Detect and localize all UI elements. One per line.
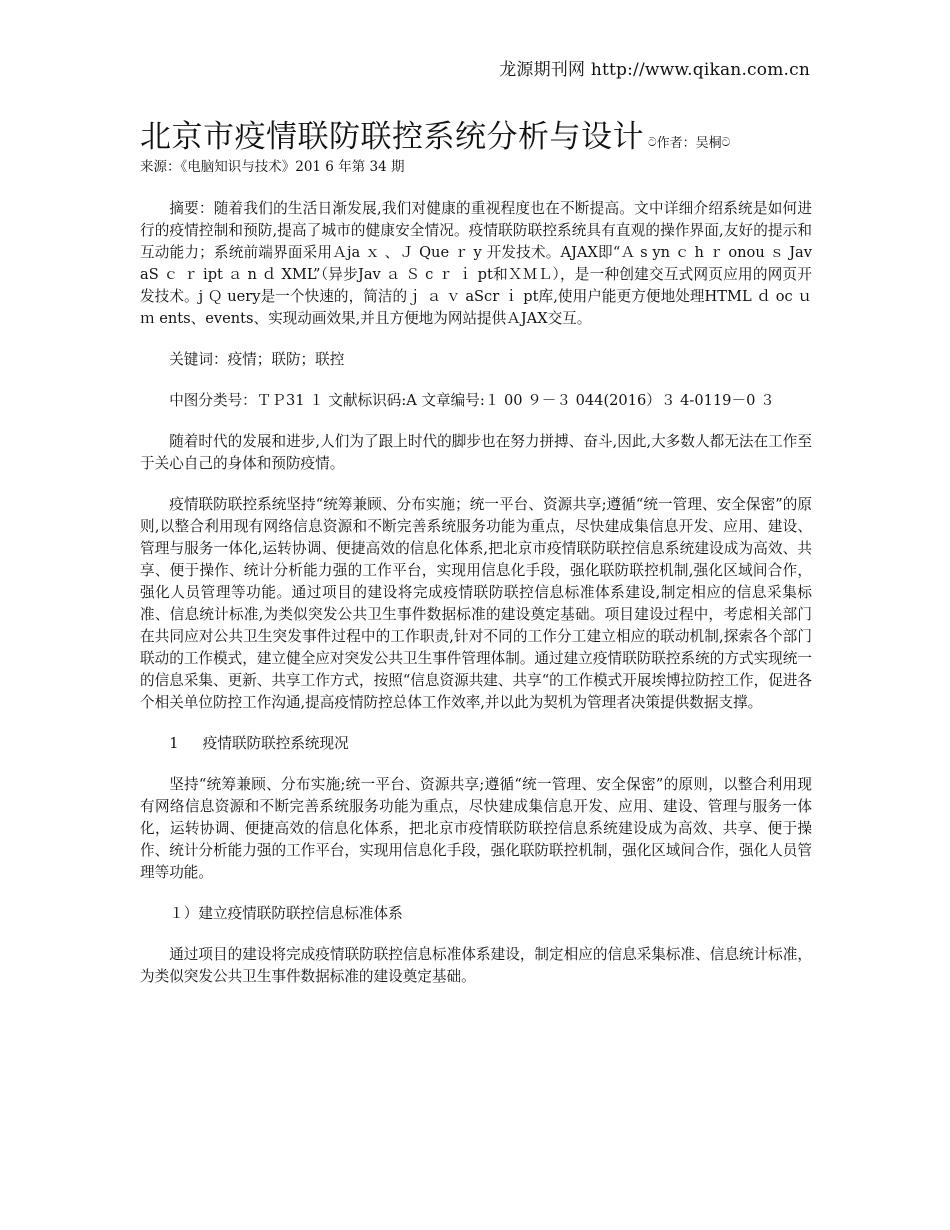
abstract-paragraph: 摘要：随着我们的生活日渐发展,我们对健康的重视程度也在不断提高。文中详细介绍系统是如何进行的疫情控制和预防,提高了城市的健康安全情况。疫情联防联控系统具有直观的操作界面,友好的提示和互动能力；系统前端界面采用Ａja ｘ 、Ｊ Que ｒ y 开发技术。AJAX即“Ａ s yn ｃ h ｒ onou ｓ JavaS ｃ ｒ ipt ａ n ｄ XML”（异步Jav ａ Ｓ c ｒ ｉ pt和ＸＭＬ），是一种创建交互式网页应用的网页开发技术。j Ｑ uery是一个快速的，简洁的ｊ ａ ｖ aScr ｉ pt库,使用户能更方便地处理HTML ｄ oc ｕ ｍ ents、events、实现动画效果,并且方便地为网站提供ＡJAX交互。 (140, 200, 812, 327)
article-body (140, 198, 812, 1007)
article-source: 来源：《电脑知识与技术》201 6 年第 34 期 (140, 159, 405, 175)
author-prefix: 作者： (656, 136, 696, 151)
body-paragraph: 疫情联防联控系统坚持“统筹兼顾、分布实施；统一平台、资源共享;遵循“统一管理、安全保密”的原则,以整合利用现有网络信息资源和不断完善系统服务功能为重点，尽快建成集信息开发、应用、建设、管理与服务一体化,运转协调、便捷高效的信息化体系,把北京市疫情联防联控信息系统建设成为高效、共享、便于操作、统计分析能力强的工作平台，实现用信息化手段，强化联防联控机制,强化区域间合作，强化人员管理等功能。通过项目的建设将完成疫情联防联控信息标准体系建设,制定相应的信息采集标准、信息统计标准,为类似突发公共卫生事件数据标准的建设奠定基础。项目建设过程中，考虑相关部门在共同应对公共卫生突发事件过程中的工作职责,针对不同的工作分工建立相应的联动机制,探索各个部门联动的工作模式，建立健全应对突发公共卫生事件管理体制。通过建立疫情联防联控系统的方式实现统一的信息采集、更新、共享工作方式，按照“信息资源共建、共享“的工作模式开展埃博拉防控工作，促进各个相关单位防控工作沟通,提高疫情防控总体工作效率,并以此为契机为管理者决策提供数据支撑。 (140, 496, 812, 711)
site-header: 龙源期刊网 http://www.qikan.com.cn (499, 60, 810, 80)
ornament-icon: ට (721, 135, 731, 149)
author-name: 吴桐 (695, 136, 722, 151)
body-paragraph: 坚持“统筹兼顾、分布实施;统一平台、资源共享;遵循“统一管理、安全保密”的原则，以整合利用现有网络信息资源和不断完善系统服务功能为重点，尽快建成集信息开发、应用、建设、管理与服务一体化，运转协调、便捷高效的信息化体系，把北京市疫情联防联控信息系统建设成为高效、共享、便于操作、统计分析能力强的工作平台，实现用信息化手段，强化联防联控机制，强化区域间合作，强化人员管理等功能。 (140, 776, 812, 881)
ornament-icon: ට (648, 135, 657, 149)
section-number: 1 (169, 735, 179, 752)
classification-line: 中图分类号：ＴＰ31 １ 文献标识码:A 文章编号:１ 00 ９－３ 044(2016）３ 4-0119－0 ３ (169, 392, 775, 409)
section-heading (140, 733, 812, 755)
keywords-line: 关键词：疫情；联防；联控 (169, 351, 345, 368)
title-line (140, 111, 830, 156)
subsection-heading: １）建立疫情联防联控信息标准体系 (169, 905, 403, 922)
section-title: 疫情联防联控系统现况 (202, 735, 349, 752)
body-paragraph: 随着时代的发展和进步,人们为了跟上时代的脚步也在努力拼搏、奋斗,因此,大多数人都无法在工作至于关心自己的身体和预防疫情。 (140, 433, 812, 472)
author-line (648, 136, 730, 151)
body-paragraph: 通过项目的建设将完成疫情联防联控信息标准体系建设，制定相应的信息采集标准、信息统计标准，为类似突发公共卫生事件数据标准的建设奠定基础。 (140, 946, 812, 985)
article-title: 北京市疫情联防联控系统分析与设计 (140, 119, 644, 155)
